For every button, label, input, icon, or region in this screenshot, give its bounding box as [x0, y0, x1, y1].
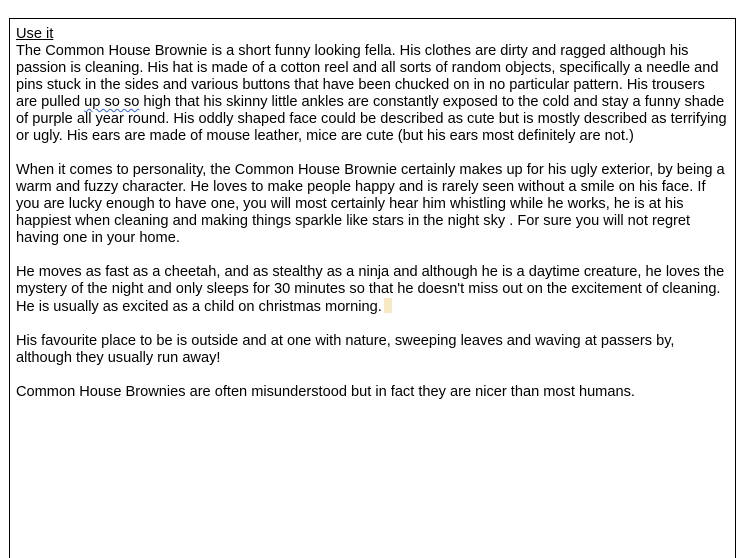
- document-body[interactable]: [16, 26, 728, 401]
- paragraph-conclusion-text: Common House Brownies are often misunderstood but in fact they are nicer than most humans.: [16, 384, 635, 400]
- paragraph-favourite-place-text: His favourite place to be is outside and at one with nature, sweeping leaves and waving at passers by, although they usually run away!: [16, 333, 675, 366]
- paragraph-behaviour: [16, 264, 728, 316]
- text-cursor-highlight: [384, 298, 392, 313]
- paragraph-personality: [16, 162, 728, 247]
- paragraph-personality-text-b: a warm and fuzzy character. He loves to make people happy and is rarely seen without a smile on his face. If you are lucky enough to have one, you will most certainly hear him whistling while he works, he is at his happiest when cleaning and making things sparkle like stars in the night sky . For sure you will not regret having one in your home.: [16, 162, 725, 246]
- paragraph-appearance-text-a: The Common House Brownie is a short funny looking fella. His clothes are dirty and ragged although his passion is cleaning. His hat is made of a cotton reel and all sorts of random objects, specifically a needle and pins stuck in the sides and various buttons that have been chucked on in no particular pattern. His trousers are pulled: [16, 43, 719, 110]
- paragraph-appearance: [16, 43, 728, 145]
- paragraph-conclusion: [16, 384, 728, 401]
- paragraph-favourite-place: [16, 333, 728, 367]
- paragraph-personality-text-a: When it comes to personality, the Common House Brownie certainly makes up for his ugly exterior, by being: [16, 162, 713, 178]
- paragraph-appearance-text-b: high that his skinny little ankles are constantly exposed to the cold and stay a funny shade of purple all year round. His oddly shaped face could be described as cute but is mostly described as terrifying or ugly. His ears are made of mouse leather, mice are cute (but his ears most definitely are not.): [16, 94, 727, 144]
- document-heading: Use it: [16, 26, 54, 42]
- paragraph-behaviour-text: He moves as fast as a cheetah, and as stealthy as a ninja and although he is a daytime creature, he loves the mystery of the night and only sleeps for 30 minutes so that he doesn't miss out on the excitement of cleaning. He is usually as excited as a child on christmas morning.: [16, 264, 725, 315]
- spelling-flag[interactable]: up so so: [84, 94, 140, 110]
